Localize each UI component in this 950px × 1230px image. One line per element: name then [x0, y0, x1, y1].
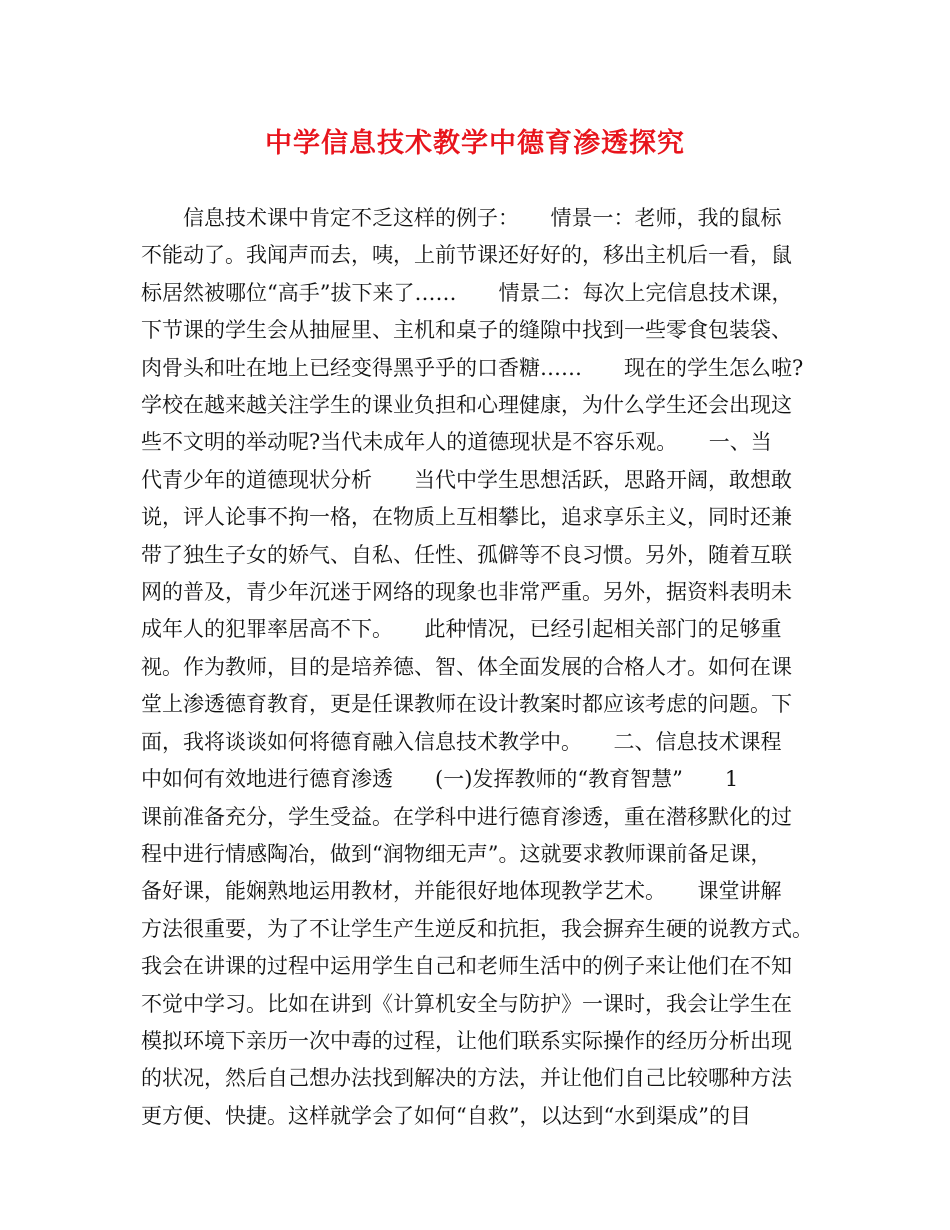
body-line: 我会在讲课的过程中运用学生自己和老师生活中的例子来让他们在不知: [141, 954, 792, 979]
body-line: 课前准备充分，学生受益。在学科中进行德育渗透，重在潜移默化的过: [141, 804, 792, 829]
body-line: 面，我将谈谈如何将德育融入信息技术教学中。 二、信息技术课程: [141, 729, 782, 754]
body-line: 肉骨头和吐在地上已经变得黑乎乎的口香糖…… 现在的学生怎么啦?: [141, 355, 804, 380]
body-line: 堂上渗透德育教育，更是任课教师在设计教案时都应该考虑的问题。下: [141, 692, 792, 717]
body-line: 代青少年的道德现状分析 当代中学生思想活跃，思路开阔，敢想敢: [141, 467, 792, 492]
body-line: 视。作为教师，目的是培养德、智、体全面发展的合格人才。如何在课: [141, 654, 792, 679]
body-line: 的状况，然后自己想办法找到解决的方法，并让他们自己比较哪种方法: [141, 1066, 792, 1091]
body-line: 些不文明的举动呢?当代未成年人的道德现状是不容乐观。 一、当: [141, 430, 772, 455]
body-line: 程中进行情感陶冶，做到“润物细无声”。这就要求教师课前备足课，: [141, 841, 772, 866]
body-line: 说，评人论事不拘一格，在物质上互相攀比，追求享乐主义，同时还兼: [141, 505, 792, 530]
body-line: 下节课的学生会从抽屉里、主机和桌子的缝隙中找到一些零食包装袋、: [141, 318, 792, 343]
body-line: 标居然被哪位“高手”拔下来了…… 情景二：每次上完信息技术课，: [141, 280, 793, 305]
document-body: [141, 200, 813, 1135]
body-line: 模拟环境下亲历一次中毒的过程，让他们联系实际操作的经历分析出现: [141, 1028, 792, 1053]
body-line: 中如何有效地进行德育渗透 (一)发挥教师的“教育智慧” 1: [141, 767, 739, 792]
body-line: 不觉中学习。比如在讲到《计算机安全与防护》一课时，我会让学生在: [141, 991, 792, 1016]
body-line: 备好课，能娴熟地运用教材，并能很好地体现教学艺术。 课堂讲解: [141, 879, 782, 904]
body-line: 方法很重要，为了不让学生产生逆反和抗拒，我会摒弃生硬的说教方式。: [141, 916, 813, 941]
body-line: 信息技术课中肯定不乏这样的例子： 情景一：老师，我的鼠标: [141, 206, 782, 230]
document-title: 中学信息技术教学中德育渗透探究: [265, 128, 685, 159]
body-line: 成年人的犯罪率居高不下。 此种情况，已经引起相关部门的足够重: [141, 617, 782, 642]
body-line: 学校在越来越关注学生的课业负担和心理健康，为什么学生还会出现这: [141, 393, 792, 418]
body-line: 更方便、快捷。这样就学会了如何“自救”，以达到“水到渠成”的目: [141, 1103, 751, 1128]
body-line: 带了独生子女的娇气、自私、任性、孤僻等不良习惯。另外，随着互联: [141, 542, 792, 567]
body-line: 不能动了。我闻声而去，咦，上前节课还好好的，移出主机后一看，鼠: [141, 243, 792, 268]
body-line: 网的普及，青少年沉迷于网络的现象也非常严重。另外，据资料表明未: [141, 580, 792, 605]
